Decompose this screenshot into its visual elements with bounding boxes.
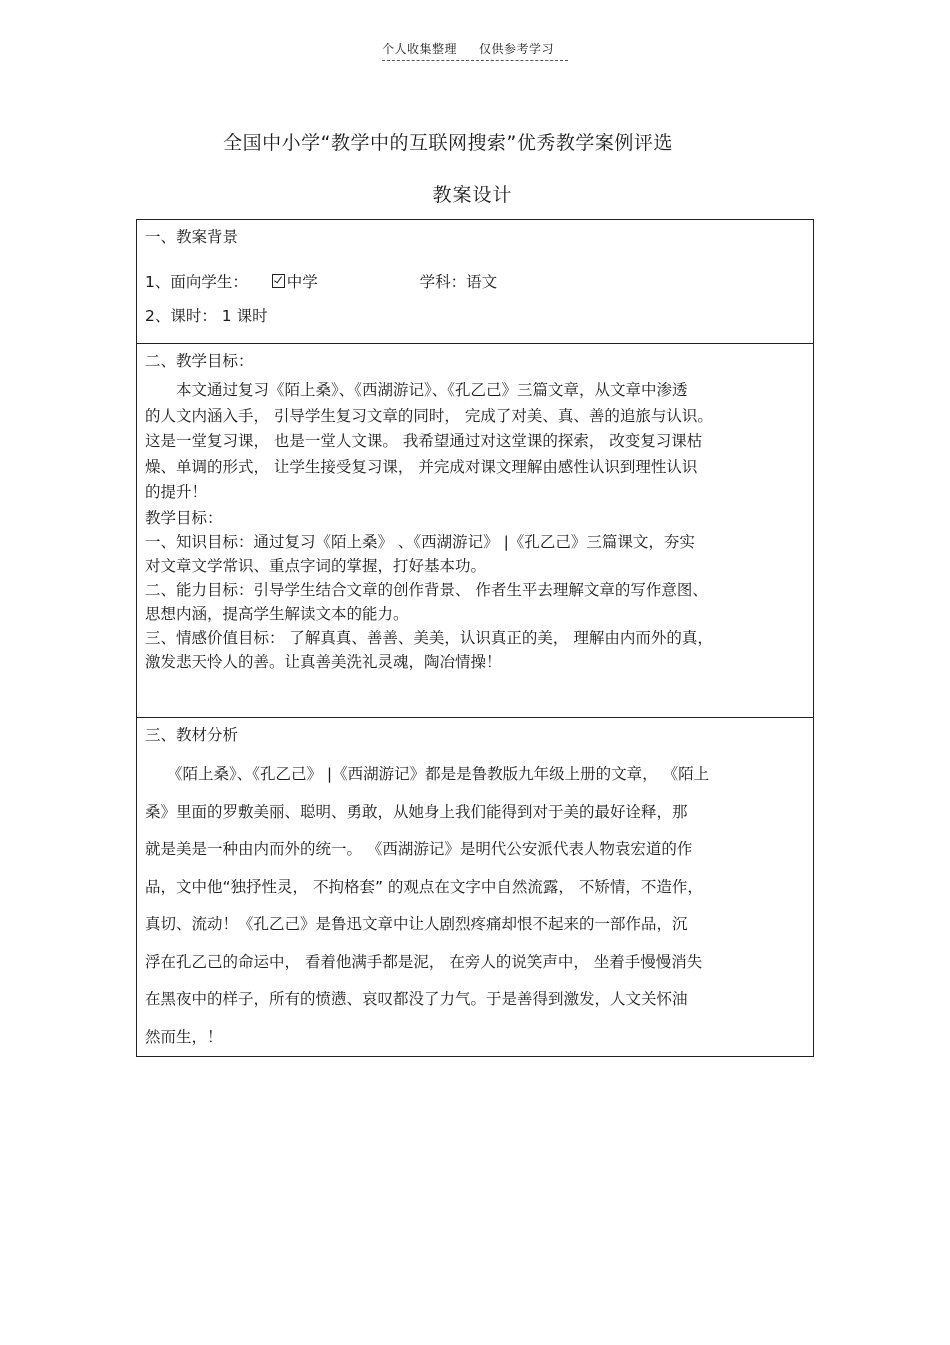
checked-checkbox-icon <box>272 274 285 288</box>
document-subtitle: 教案设计 <box>432 184 513 206</box>
section-material-heading: 三、教材分析 <box>145 726 239 744</box>
analysis-line: 在黑夜中的样子，所有的愤懑、哀叹都没了力气。于是善得到激发，人文关怀油 <box>145 990 688 1008</box>
section-objectives <box>137 344 814 718</box>
goals-label: 教学目标： <box>145 508 223 527</box>
subject-text: 学科：语文 <box>419 273 498 291</box>
analysis-line: 就是美是一种由内而外的统一。 《西湖游记》是明代公安派代表人物袁宏道的作 <box>145 840 693 858</box>
goal-line: 思想内涵，提高学生解读文本的能力。 <box>145 604 409 623</box>
goal-line: 对文章文学常识、重点字词的掌握，打好基本功。 <box>145 556 487 575</box>
section-material-analysis <box>137 718 814 1057</box>
analysis-line: 然而生，！ <box>145 1027 223 1046</box>
header-note-right: 仅供参考学习 <box>479 42 555 56</box>
goal-line: 一、知识目标：通过复习《陌上桑》 、《西湖游记》 |《孔乙己》三篇课文，夯实 <box>145 532 695 551</box>
goal-line: 三、情感价值目标： 了解真真、善善、美美，认识真正的美， 理解由内而外的真， <box>145 628 713 647</box>
students-value: 中学 <box>286 273 318 291</box>
students-row <box>145 271 803 293</box>
class-hours: 2、课时： 1 课时 <box>145 307 268 325</box>
goal-line: 二、能力目标：引导学生结合文章的创作背景、 作者生平去理解文章的写作意图、 <box>145 580 708 599</box>
intro-line: 的提升！ <box>145 483 208 501</box>
intro-line: 这是一堂复习课， 也是一堂人文课。 我希望通过对这堂课的探索， 改变复习课枯 <box>145 432 703 450</box>
analysis-line: 《陌上桑》、《孔乙己》 |《西湖游记》都是是鲁教版九年级上册的文章， 《陌上 <box>167 765 710 783</box>
goal-line: 激发悲天怜人的善。让真善美洗礼灵魂，陶冶情操！ <box>145 652 502 671</box>
section-background <box>137 220 814 344</box>
intro-line: 本文通过复习《陌上桑》、《西湖游记》、《孔乙己》三篇文章，从文章中渗透 <box>176 381 688 399</box>
intro-line: 燥、单调的形式， 让学生接受复习课， 并完成对课文理解由感性认识到理性认识 <box>145 457 698 476</box>
lesson-plan-table <box>136 219 814 1057</box>
analysis-line: 品，文中他“独抒性灵， 不拘格套” 的观点在文字中自然流露， 不矫情，不造作， <box>145 877 703 896</box>
document-title: 全国中小学“教学中的互联网搜索”优秀教学案例评选 <box>223 132 673 154</box>
analysis-line: 桑》里面的罗敷美丽、聪明、勇敢，从她身上我们能得到对于美的最好诠释，那 <box>145 802 688 821</box>
analysis-line: 浮在孔乙己的命运中， 看着他满手都是泥， 在旁人的说笑声中， 坐着手慢慢消失 <box>145 952 703 971</box>
students-label: 1、面向学生： <box>145 273 248 291</box>
section-objectives-heading: 二、教学目标： <box>145 352 254 370</box>
header-note-left: 个人收集整理 <box>382 42 458 56</box>
analysis-line: 真切、流动！《孔乙己》是鲁迅文章中让人剧烈疼痛却恨不起来的一部作品，沉 <box>145 915 688 933</box>
header-note <box>382 40 568 61</box>
section-background-heading: 一、教案背景 <box>145 228 239 246</box>
intro-line: 的人文内涵入手， 引导学生复习文章的同时， 完成了对美、真、善的追旅与认识。 <box>145 406 713 425</box>
